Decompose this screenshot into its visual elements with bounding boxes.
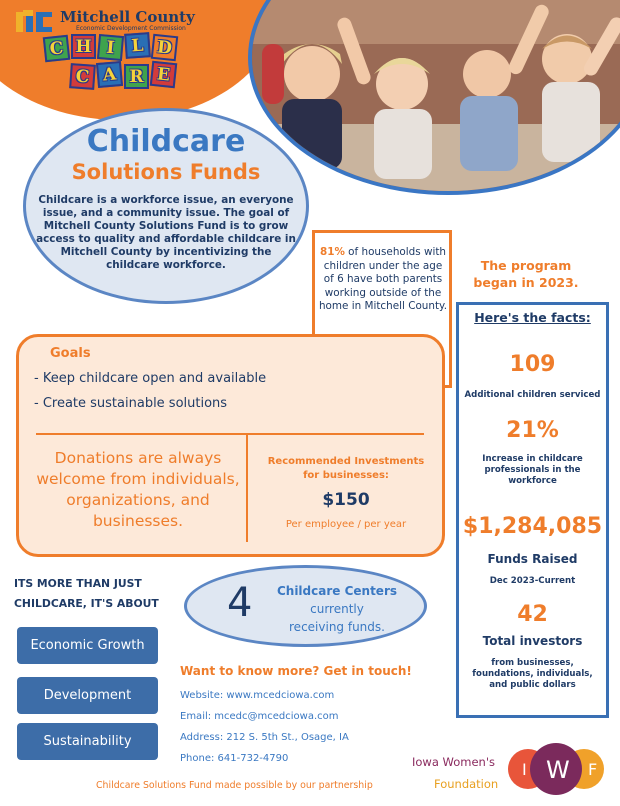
county-name: Mitchell County (60, 8, 195, 26)
intro-text: Childcare is a workforce issue, an everyone issue, and a community issue. The goal of Mitchell County Solutions Fund is to grow access to quality and affordable childcare in Mitchell County by incentivizing the childcare workforce. (36, 194, 296, 271)
goals-vertical-divider (246, 434, 248, 542)
logo-block-c: C (43, 35, 70, 62)
fact-investors-label: Total investors (482, 634, 583, 648)
contact-website[interactable]: Website: www.mcedciowa.com (180, 690, 335, 701)
household-stat-text (318, 246, 448, 314)
logo-block-d: D (151, 34, 178, 61)
facts-heading: Here's the facts: (474, 310, 591, 325)
page-title: Childcare (86, 124, 246, 159)
iwf-logo-icon (508, 742, 604, 796)
iwf-logo-letter-f: F (588, 760, 598, 779)
goals-title: Goals (50, 346, 91, 361)
fact-investors-value: 42 (517, 602, 548, 627)
contact-address: Address: 212 S. 5th St., Osage, IA (180, 732, 349, 743)
goals-divider (36, 433, 424, 435)
centers-line-1: currently (310, 602, 364, 616)
pillar-economic-growth: Economic Growth (17, 627, 158, 664)
fact-funds-value: $1,284,085 (462, 514, 603, 539)
logo-block-i: I (97, 34, 124, 61)
pillar-sustainability: Sustainability (17, 723, 158, 760)
centers-line-2: receiving funds. (289, 620, 385, 634)
fact-investors-detail: from businesses, foundations, individuals, and public dollars (472, 658, 593, 691)
donations-text: Donations are always welcome from individuals, organizations, and businesses. (36, 449, 240, 530)
recommended-investment-label: Recommended Investments for businesses: (267, 456, 425, 481)
centers-count: 4 (227, 580, 253, 626)
fact-increase-label: Increase in childcare professionals in the workforce (482, 454, 583, 487)
iwf-logo-letter-w: W (546, 756, 570, 784)
commission-name: Economic Development Commission (76, 25, 186, 32)
household-stat-body: of households with children under the age of 6 have both parents working outside of the home in Mitchell County. (318, 246, 448, 313)
fact-funds-label: Funds Raised (487, 552, 578, 566)
recommended-investment-period: Per employee / per year (285, 519, 407, 530)
fact-children-value: 109 (509, 352, 556, 377)
iwf-logo-letter-i: I (522, 760, 527, 779)
logo-block-c2: C (69, 63, 96, 90)
pillar-development: Development (17, 677, 158, 714)
recommended-investment-amount: $150 (322, 490, 370, 510)
logo-block-r: R (124, 64, 149, 89)
contact-email[interactable]: Email: mcedc@mcedciowa.com (180, 711, 339, 722)
household-stat-percent: 81% (319, 246, 345, 258)
contact-phone: Phone: 641-732-4790 (180, 753, 289, 764)
fact-funds-period: Dec 2023-Current (489, 576, 576, 586)
fact-increase-value: 21% (506, 418, 559, 443)
goal-item: - Keep childcare open and available (34, 371, 267, 386)
logo-block-a: A (96, 61, 123, 88)
logo-block-l: L (124, 32, 151, 59)
logo-block-h: H (71, 34, 96, 59)
fact-children-label: Additional children serviced (464, 390, 601, 400)
program-began-text: The program began in 2023. (473, 258, 579, 290)
contact-heading: Want to know more? Get in touch! (180, 664, 412, 678)
iwf-name-line-2: Foundation (434, 777, 499, 791)
more-than-heading: ITS MORE THAN JUST CHILDCARE, IT'S ABOUT (14, 577, 159, 610)
logo-block-e: E (150, 61, 177, 88)
iwf-name-line-1: Iowa Women's (412, 755, 495, 769)
centers-title: Childcare Centers (276, 584, 398, 598)
county-logo-icon (14, 8, 54, 34)
footer-partnership-text: Childcare Solutions Fund made possible by our partnership (96, 780, 373, 791)
page-subtitle: Solutions Funds (71, 160, 261, 184)
goal-item: - Create sustainable solutions (34, 396, 228, 411)
